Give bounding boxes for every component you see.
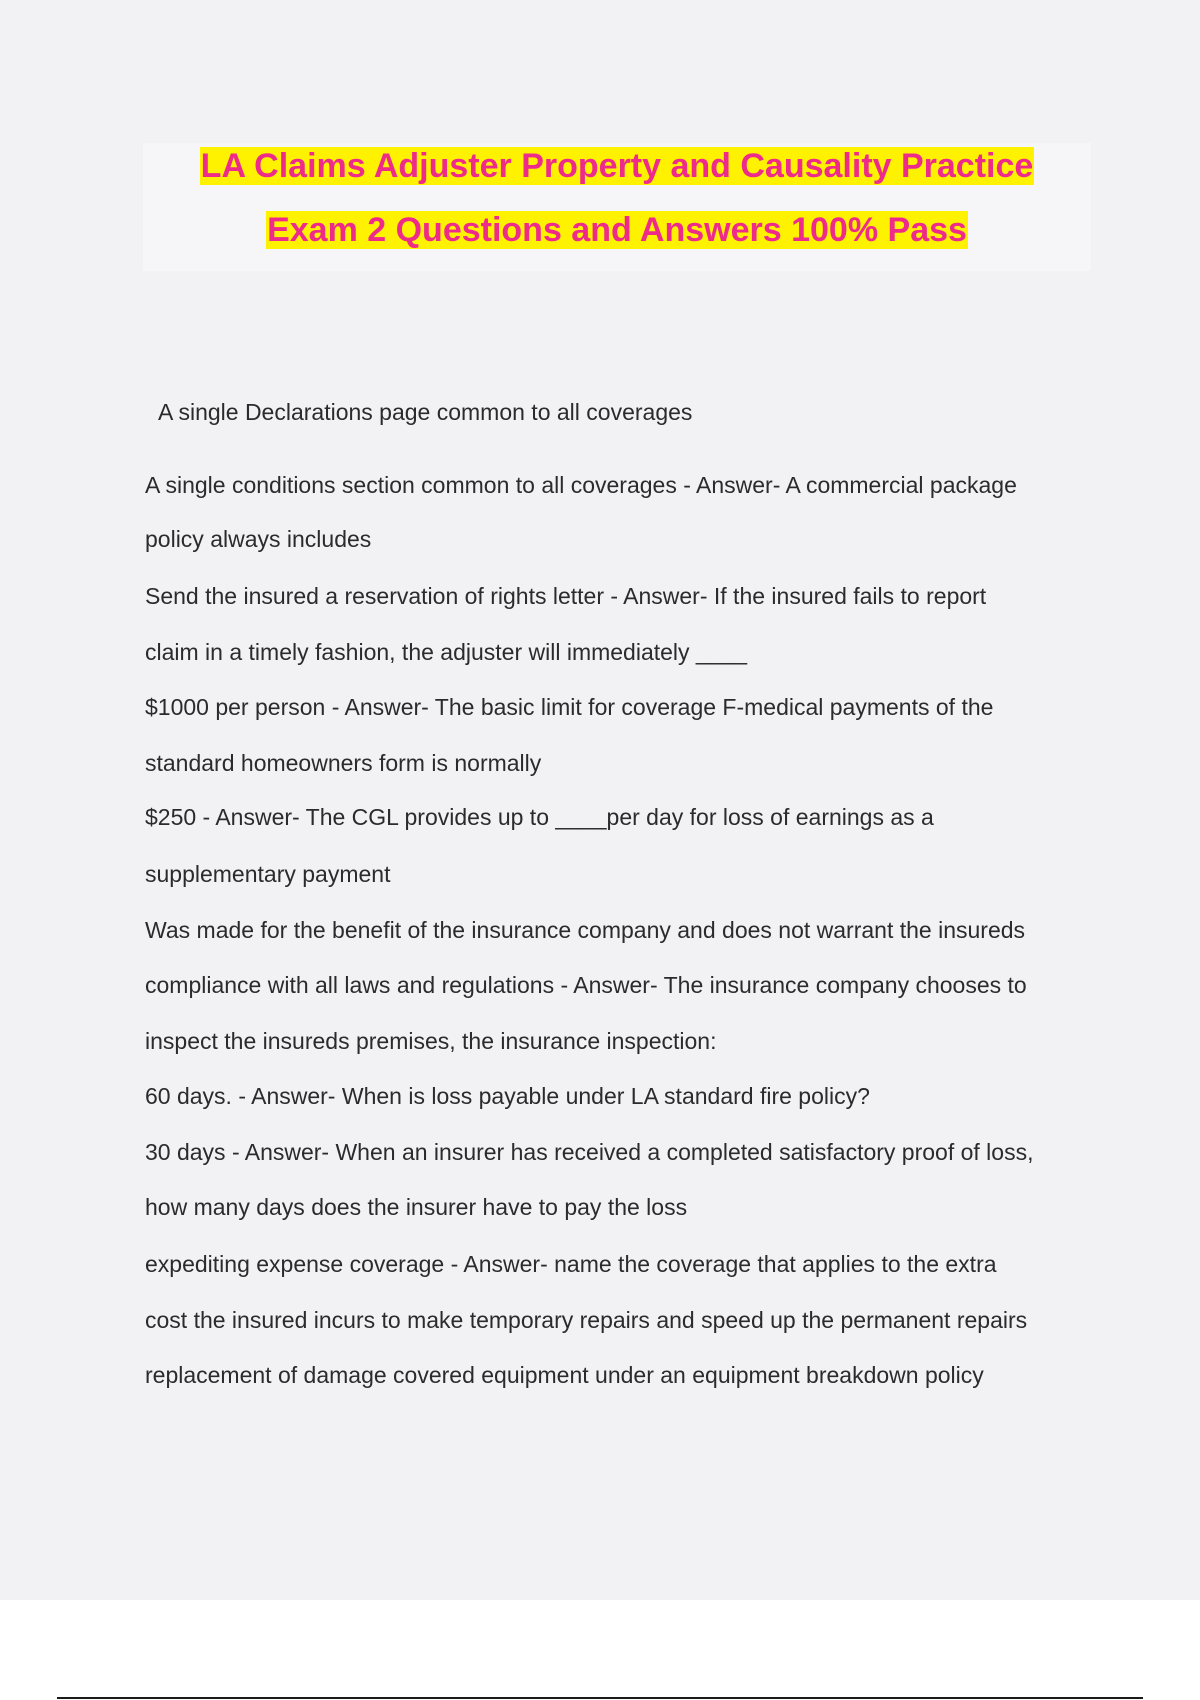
qa-line: $250 - Answer- The CGL provides up to ____per day for loss of earnings as a	[145, 804, 934, 830]
qa-line: claim in a timely fashion, the adjuster will immediately ____	[145, 639, 748, 665]
qa-line: Send the insured a reservation of rights letter - Answer- If the insured fails to report	[145, 583, 987, 609]
qa-line: policy always includes	[145, 526, 372, 552]
qa-line: A single conditions section common to all coverages - Answer- A commercial package	[145, 472, 1017, 498]
qa-line: how many days does the insurer have to pay the loss	[145, 1194, 688, 1220]
qa-line: compliance with all laws and regulations - Answer- The insurance company chooses to	[145, 972, 1027, 998]
title-line-1-text: LA Claims Adjuster Property and Causality Practice	[200, 147, 1034, 185]
qa-line: Was made for the benefit of the insurance company and does not warrant the insureds	[145, 917, 1026, 943]
footer-divider	[57, 1697, 1143, 1699]
qa-line: standard homeowners form is normally	[145, 750, 542, 776]
qa-line: 30 days - Answer- When an insurer has received a completed satisfactory proof of loss,	[145, 1139, 1034, 1165]
qa-line: cost the insured incurs to make temporary repairs and speed up the permanent repairs	[145, 1307, 1028, 1333]
qa-line: 60 days. - Answer- When is loss payable under LA standard fire policy?	[145, 1083, 870, 1109]
qa-line: supplementary payment	[145, 861, 391, 887]
qa-line: inspect the insureds premises, the insurance inspection:	[145, 1028, 717, 1054]
qa-line: $1000 per person - Answer- The basic limit for coverage F-medical payments of the	[145, 694, 994, 720]
qa-line: replacement of damage covered equipment under an equipment breakdown policy	[145, 1362, 984, 1388]
document-title-line-2	[143, 210, 1091, 250]
document-title-line-1	[143, 146, 1091, 186]
qa-line: expediting expense coverage - Answer- name the coverage that applies to the extra	[145, 1251, 997, 1277]
title-line-2-text: Exam 2 Questions and Answers 100% Pass	[267, 211, 967, 249]
answer-line: A single Declarations page common to all coverages	[158, 399, 693, 425]
